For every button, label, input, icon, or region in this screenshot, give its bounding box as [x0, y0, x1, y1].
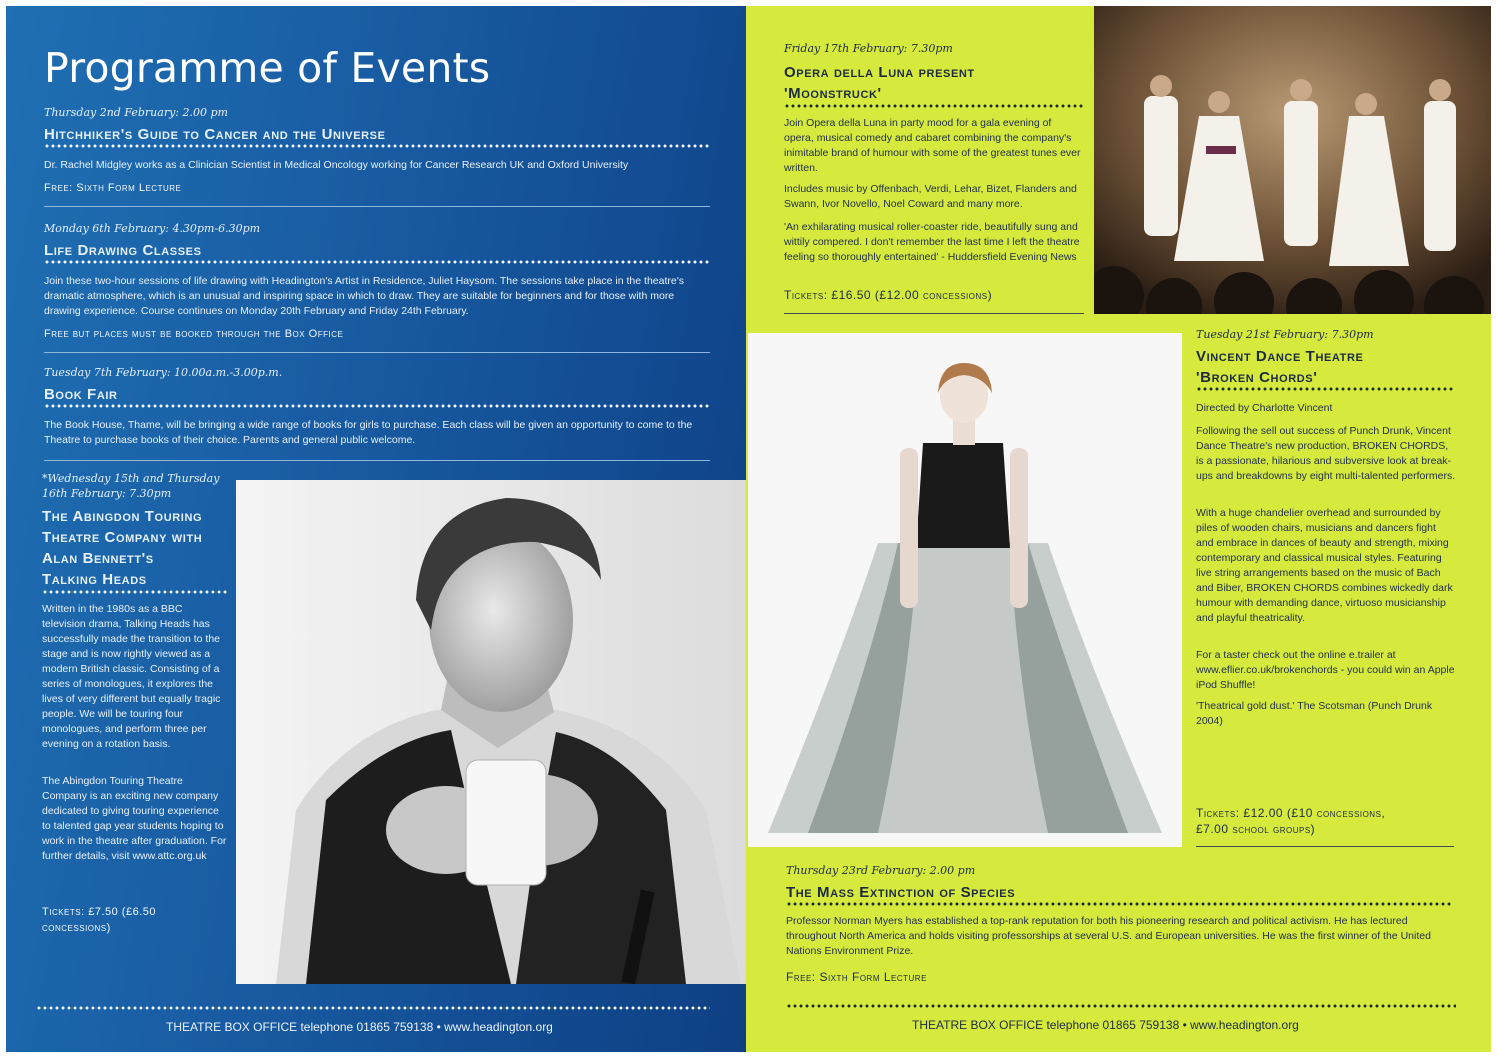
event-heading: Theatre Company with [42, 529, 203, 546]
footer-box-office: THEATRE BOX OFFICE telephone 01865 759138 • www.headington.org [166, 1020, 553, 1034]
event-heading: Hitchhiker's Guide to Cancer and the Universe [44, 126, 386, 143]
left-page [6, 6, 746, 1052]
event-tickets: Tickets: £16.50 (£12.00 concessions) [784, 288, 993, 302]
event-heading: 'Broken Chords' [1196, 369, 1318, 386]
event-description: Join these two-hour sessions of life drawing with Headington's Artist in Residence, Juliet Haysom. The sessions take place in the theatre's dramatic atmosphere, which is an unusual and inspiring space in which to draw. They are suitable for beginners and for those with more drawing experience. Course continues on Monday 20th February and Friday 24th February. [44, 275, 684, 317]
event-description: The Book House, Thame, will be bringing a wide range of books for girls to purchase. Each class will be given an opportunity to come to the Theatre to purchase books of their choice. Parents and general public welcome. [44, 419, 693, 446]
event-tickets: Free: Sixth Form Lecture [786, 970, 927, 984]
event-heading: Alan Bennett's [42, 550, 154, 567]
event-date: Thursday 23rd February: 2.00 pm [786, 864, 976, 877]
event-tickets: £7.00 school groups) [1196, 822, 1316, 836]
dotted-divider [42, 590, 228, 594]
footer-box-office: THEATRE BOX OFFICE telephone 01865 759138 • www.headington.org [912, 1018, 1299, 1032]
event-heading: Talking Heads [42, 571, 147, 588]
event-description: Includes music by Offenbach, Verdi, Lehar, Bizet, Flanders and Swann, Ivor Novello, Noel Coward and many more. [784, 183, 1077, 210]
dotted-divider [784, 104, 1084, 108]
event-heading: Vincent Dance Theatre [1196, 348, 1364, 365]
event-description: Following the sell out success of Punch Drunk, Vincent Dance Theatre's new production, BROKEN CHORDS, is a passionate, hilarious and subversive look at break-ups and breakdowns by eight multi-talented performers. [1196, 425, 1456, 482]
event-description: Join Opera della Luna in party mood for a gala evening of opera, musical comedy and cabaret combining the company's inimitable brand of humour with some of the greatest tunes ever written. [784, 117, 1081, 174]
event-description: Written in the 1980s as a BBC television drama, Talking Heads has successfully made the transition to the stage and is now rightly viewed as a modern British classic. Consisting of a series of monologues, it explores the lives of very different but equally tragic people. We will be touring four monologues, and perform three per evening on a rotation basis. [42, 603, 221, 750]
actor-photo [236, 480, 746, 984]
event-date: Monday 6th February: 4.30pm-6.30pm [44, 222, 261, 235]
opera-photo [1094, 6, 1491, 314]
event-description: The Abingdon Touring Theatre Company is an exciting new company dedicated to giving touring experience to talented gap year students hoping to work in the theatre after graduation. For further details, visit www.attc.org.uk [42, 775, 227, 862]
event-trailer-info: For a taster check out the online e.trailer at www.eflier.co.uk/brokenchords - you could win an Apple iPod Shuffle! [1196, 649, 1455, 691]
dotted-divider [1196, 387, 1454, 391]
right-page [746, 6, 1491, 1052]
event-tickets: Free: Sixth Form Lecture [44, 182, 182, 194]
section-rule [44, 352, 710, 353]
event-description: Dr. Rachel Midgley works as a Clinician Scientist in Medical Oncology working for Cancer Research UK and Oxford University [44, 159, 629, 171]
dotted-divider [786, 902, 1452, 906]
event-tickets: Tickets: £12.00 (£10 concessions, [1196, 806, 1386, 820]
dotted-divider [786, 1004, 1456, 1008]
event-date: Tuesday 7th February: 10.00a.m.-3.00p.m. [44, 366, 283, 379]
dancer-illustration [748, 333, 1182, 847]
event-director: Directed by Charlotte Vincent [1196, 402, 1333, 414]
section-rule [784, 313, 1084, 314]
event-heading: Life Drawing Classes [44, 242, 202, 259]
event-date: Friday 17th February: 7.30pm [784, 42, 953, 55]
dotted-divider [44, 260, 710, 264]
event-heading: The Mass Extinction of Species [786, 884, 1016, 901]
event-date: *Wednesday 15th and Thursday [42, 472, 220, 485]
event-tickets: Tickets: £7.50 (£6.50 concessions) [42, 906, 156, 934]
event-date: 16th February: 7.30pm [42, 487, 172, 500]
event-heading: 'Moonstruck' [784, 85, 882, 102]
actor-illustration [236, 480, 746, 984]
event-description: Professor Norman Myers has established a top-rank reputation for both his pioneering research and political activism. He has lectured throughout North America and holds visiting professorships at several U.S. and European universities. He was the first winner of the United Nations Environment Prize. [786, 915, 1431, 957]
event-date: Thursday 2nd February: 2.00 pm [44, 106, 228, 119]
page-title: Programme of Events [44, 44, 491, 92]
dotted-divider [36, 1006, 710, 1010]
dotted-divider [44, 404, 710, 408]
event-heading: The Abingdon Touring [42, 508, 203, 525]
opera-illustration [1094, 6, 1491, 314]
section-rule [44, 460, 710, 461]
dotted-divider [44, 144, 710, 148]
dancer-photo [748, 333, 1182, 847]
section-rule [1196, 846, 1454, 847]
event-description: With a huge chandelier overhead and surrounded by piles of wooden chairs, musicians and dancers fight and embrace in dances of beauty and strength, mixing contemporary and classical musical styles. Featuring live string arrangements based on the music of Bach and Biber, BROKEN CHORDS combines wickedly dark humour with demanding dance, virtuoso musicianship and playful theatricality. [1196, 507, 1453, 624]
event-quote: 'An exhilarating musical roller-coaster ride, beautifully sung and wittily compered. I don't remember the last time I left the theatre feeling so thoroughly entertained' - Huddersfield Evening News [784, 221, 1080, 263]
section-rule [44, 206, 710, 207]
event-heading: Book Fair [44, 386, 118, 403]
event-date: Tuesday 21st February: 7.30pm [1196, 328, 1374, 341]
event-tickets: Free but places must be booked through the Box Office [44, 328, 344, 340]
event-quote: 'Theatrical gold dust.' The Scotsman (Punch Drunk 2004) [1196, 700, 1433, 727]
event-heading: Opera della Luna present [784, 64, 975, 81]
